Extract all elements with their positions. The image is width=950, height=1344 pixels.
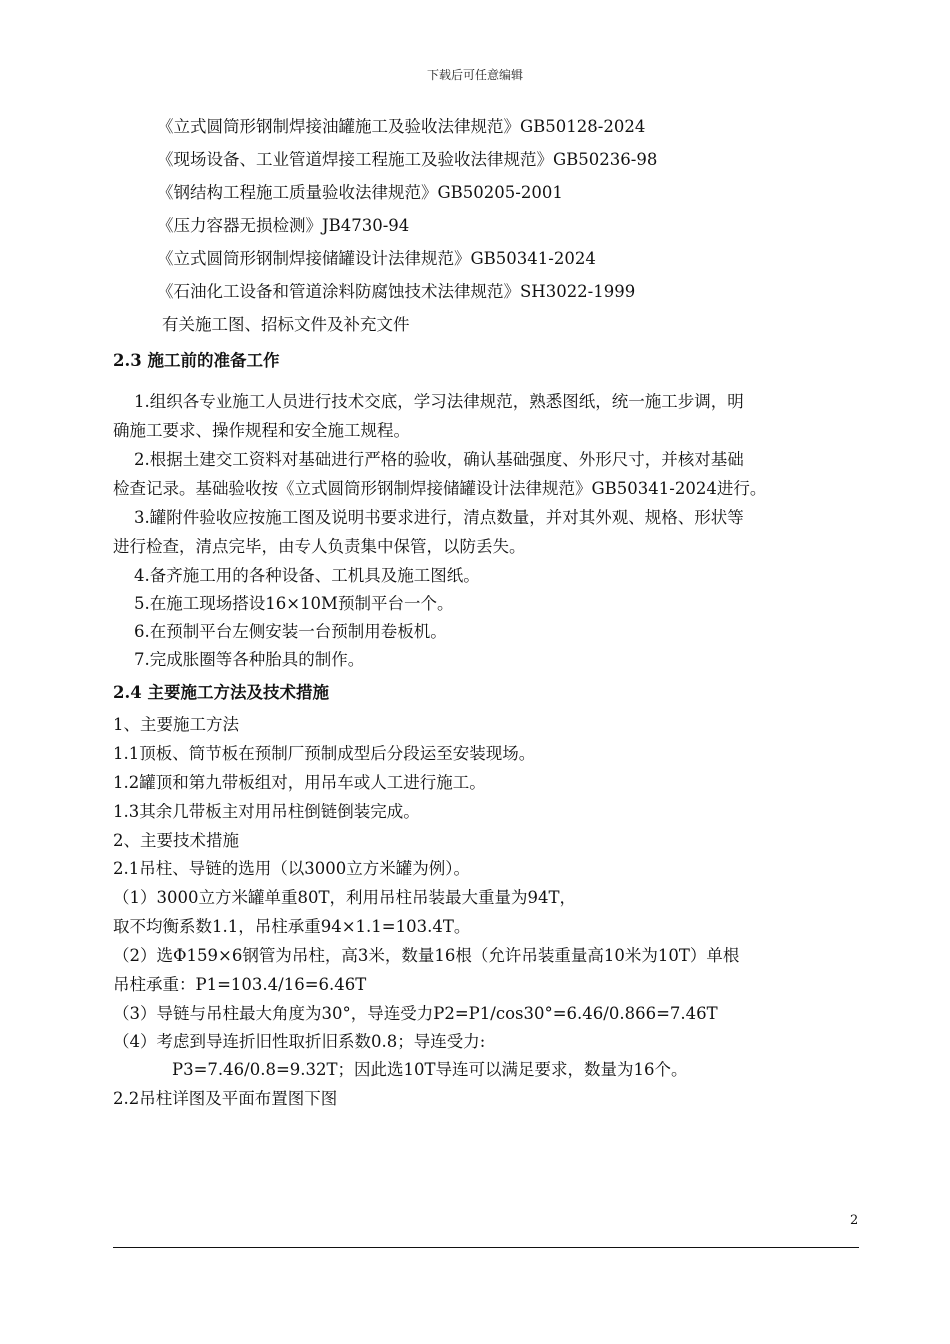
paragraph-line: （3）导链与吊柱最大角度为30°，导连受力P2=P1/cos30°=6.46/0.866=7.46T xyxy=(113,1004,718,1023)
reference-item: 《立式圆筒形钢制焊接油罐施工及验收法律规范》GB50128-2024 xyxy=(157,117,646,136)
paragraph-line: P3=7.46/0.8=9.32T；因此选10T导连可以满足要求，数量为16个。 xyxy=(172,1060,688,1079)
paragraph-line: 2.1吊柱、导链的选用（以3000立方米罐为例）。 xyxy=(113,859,470,878)
reference-item: 《立式圆筒形钢制焊接储罐设计法律规范》GB50341-2024 xyxy=(157,249,596,268)
paragraph-line: 确施工要求、操作规程和安全施工规程。 xyxy=(113,421,410,440)
paragraph-line: （2）选Φ159×6钢管为吊柱，高3米，数量16根（允许吊装重量高10米为10T）单根 xyxy=(113,946,740,965)
paragraph-line: 吊柱承重：P1=103.4/16=6.46T xyxy=(113,975,367,994)
paragraph-line: 1.2罐顶和第九带板组对，用吊车或人工进行施工。 xyxy=(113,773,486,792)
reference-item: 《压力容器无损检测》JB4730-94 xyxy=(157,216,410,235)
reference-item: 《现场设备、工业管道焊接工程施工及验收法律规范》GB50236-98 xyxy=(157,150,658,169)
paragraph-line: 1、主要施工方法 xyxy=(113,715,239,734)
paragraph-line: （1）3000立方米罐单重80T，利用吊柱吊装最大重量为94T， xyxy=(113,888,576,907)
paragraph-line: 7.完成胀圈等各种胎具的制作。 xyxy=(134,650,365,669)
reference-item: 有关施工图、招标文件及补充文件 xyxy=(162,315,410,334)
section-heading-2-3: 2.3 施工前的准备工作 xyxy=(113,351,280,370)
paragraph-line: 3.罐附件验收应按施工图及说明书要求进行，清点数量，并对其外观、规格、形状等 xyxy=(134,508,744,527)
paragraph-line: 5.在施工现场搭设16×10M预制平台一个。 xyxy=(134,594,454,613)
paragraph-line: 2.根据土建交工资料对基础进行严格的验收，确认基础强度、外形尺寸，并核对基础 xyxy=(134,450,744,469)
page-number: 2 xyxy=(850,1213,859,1228)
page-header: 下载后可任意编辑 xyxy=(426,68,523,82)
paragraph-line: 取不均衡系数1.1，吊柱承重94×1.1=103.4T。 xyxy=(113,917,471,936)
paragraph-line: （4）考虑到导连折旧性取折旧系数0.8；导连受力: xyxy=(113,1032,486,1051)
paragraph-line: 检查记录。基础验收按《立式圆筒形钢制焊接储罐设计法律规范》GB50341-2024进行。 xyxy=(113,479,767,498)
reference-item: 《石油化工设备和管道涂料防腐蚀技术法律规范》SH3022-1999 xyxy=(157,282,636,301)
paragraph-line: 2、主要技术措施 xyxy=(113,831,239,850)
reference-item: 《钢结构工程施工质量验收法律规范》GB50205-2001 xyxy=(157,183,563,202)
paragraph-line: 2.2吊柱详图及平面布置图下图 xyxy=(113,1089,338,1108)
paragraph-line: 1.1顶板、筒节板在预制厂预制成型后分段运至安装现场。 xyxy=(113,744,536,763)
paragraph-line: 4.备齐施工用的各种设备、工机具及施工图纸。 xyxy=(134,566,480,585)
paragraph-line: 6.在预制平台左侧安装一台预制用卷板机。 xyxy=(134,622,447,641)
section-heading-2-4: 2.4 主要施工方法及技术措施 xyxy=(113,683,329,702)
paragraph-line: 1.组织各专业施工人员进行技术交底，学习法律规范，熟悉图纸，统一施工步调，明 xyxy=(134,392,744,411)
paragraph-line: 1.3其余几带板主对用吊柱倒链倒装完成。 xyxy=(113,802,420,821)
footer-divider xyxy=(113,1247,859,1248)
paragraph-line: 进行检查，清点完毕，由专人负责集中保管，以防丢失。 xyxy=(113,537,526,556)
